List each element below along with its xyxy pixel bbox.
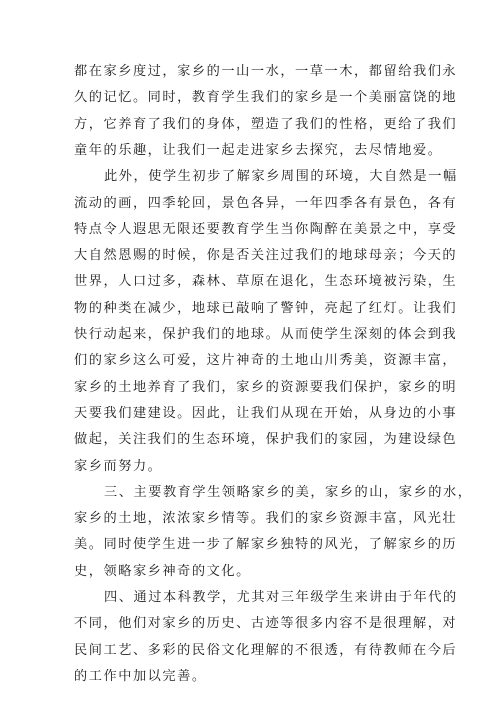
text-line: 不同，他们对家乡的历史、古迹等很多内容不是很理解，对 [74, 616, 458, 631]
text-line: 久的记忆。同时，教育学生我们的家乡是一个美丽富饶的地 [74, 90, 458, 105]
text-line: 都在家乡度过，家乡的一山一水，一草一木，都留给我们永 [74, 64, 458, 79]
text-line: 史，领略家乡神奇的文化。 [74, 564, 251, 579]
text-line: 家乡的土地，浓浓家乡情等。我们的家乡资源丰富，风光壮 [74, 511, 458, 526]
text-line: 家乡而努力。 [74, 459, 163, 474]
text-line: 快行动起来，保护我们的地球。从而使学生深刻的体会到我 [74, 327, 458, 342]
text-line: 物的种类在减少，地球已敲响了警钟，亮起了红灯。让我们 [74, 301, 458, 316]
text-line: 世界，人口过多，森林、草原在退化，生态环境被污染，生 [74, 274, 458, 289]
text-line: 童年的乐趣，让我们一起走进家乡去探究，去尽情地爱。 [74, 143, 443, 158]
text-line: 家乡的土地养育了我们，家乡的资源要我们保护，家乡的明 [74, 380, 458, 395]
text-line: 流动的画，四季轮回，景色各异，一年四季各有景色，各有 [74, 196, 458, 211]
text-line: 大自然恩赐的时候，你是否关注过我们的地球母亲；今天的 [74, 248, 458, 263]
text-line: 美。同时使学生进一步了解家乡独特的风光，了解家乡的历 [74, 537, 458, 552]
text-line: 们的家乡这么可爱，这片神奇的土地山川秀美，资源丰富， [74, 353, 458, 368]
text-line: 方，它养育了我们的身体，塑造了我们的性格，更给了我们 [74, 117, 458, 132]
text-line: 民间工艺、多彩的民俗文化理解的不很透，有待教师在今后 [74, 643, 458, 658]
text-line: 天要我们建建设。因此，让我们从现在开始，从身边的小事 [74, 406, 458, 421]
paragraph-first-line: 四、通过本科教学，尤其对三年级学生来讲由于年代的 [104, 590, 458, 605]
paragraph-first-line: 三、主要教育学生领略家乡的美，家乡的山，家乡的水， [104, 485, 473, 500]
paragraph-first-line: 此外，使学生初步了解家乡周围的环境，大自然是一幅 [104, 169, 458, 184]
text-line: 特点令人遐思无限还要教育学生当你陶醉在美景之中，享受 [74, 222, 458, 237]
text-line: 做起，关注我们的生态环境，保护我们的家园，为建设绿色 [74, 432, 458, 447]
text-line: 的工作中加以完善。 [74, 669, 207, 684]
